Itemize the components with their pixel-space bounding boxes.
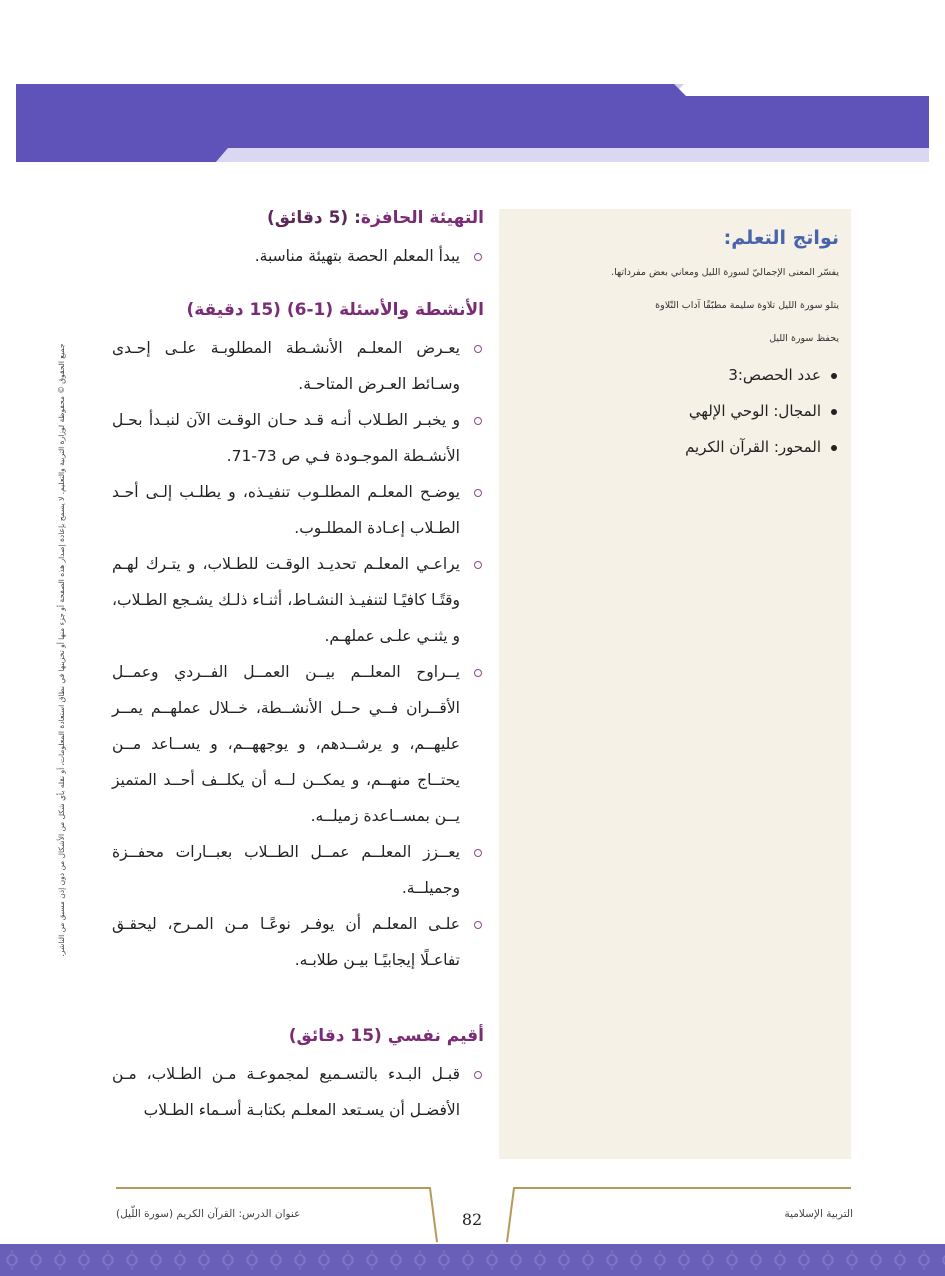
self-evaluation-list <box>112 1056 484 1128</box>
circle-bullet-icon <box>474 345 482 353</box>
list-item: و يخبـر الطـلاب أنـه قـد حـان الوقـت الآن لنبـدأ بحـل الأنشـطة الموجـودة فـي ص 73-71. <box>112 402 484 474</box>
list-item: علـى المعلـم أن يوفـر نوعًـا مـن المـرح، ليحقـق تفاعـلًا إيجابيًـا بيـن طلابـه. <box>112 906 484 978</box>
info-item: عدد الحصص:3 <box>509 366 839 384</box>
outcome-1: يفسّر المعنى الإجماليّ لسورة الليل ومعاني بعض مفرداتها. <box>611 267 839 278</box>
circle-bullet-icon <box>474 417 482 425</box>
main-content <box>112 204 484 1128</box>
bullet-dot-icon <box>831 445 837 451</box>
lesson-title-footer: عنوان الدرس: القرآن الكريم (سورة اللّيل) <box>116 1208 301 1220</box>
page-number: 82 <box>461 1210 483 1229</box>
info-item: المجال: الوحي الإلهي <box>509 402 839 420</box>
list-item: يبدأ المعلم الحصة بتهيئة مناسبة. <box>112 238 484 274</box>
circle-bullet-icon <box>474 253 482 261</box>
subject-footer: التربية الإسلامية <box>784 1208 853 1220</box>
circle-bullet-icon <box>474 561 482 569</box>
bullet-dot-icon <box>831 373 837 379</box>
circle-bullet-icon <box>474 669 482 677</box>
circle-bullet-icon <box>474 849 482 857</box>
self-evaluation-title: أقيم نفسي (15 دقائق) <box>288 1026 484 1046</box>
list-item: يوضـح المعلـم المطلـوب تنفيـذه، و يطلـب إلـى أحـد الطـلاب إعـادة المطلـوب. <box>112 474 484 546</box>
circle-bullet-icon <box>474 489 482 497</box>
outcome-2: يتلو سورة الليل تلاوة سليمة مطبّقًا آداب التّلاوة <box>655 300 839 311</box>
copyright-note: جميع الحقوق © محفوظة لوزارة التربية والتعليم. لا يسمح بإعادة إصدار هذه الصفحة أو جزء منها أو تخزينها في نطاق استعادة المعلومات، أو نقله بأي شكل من الأشكال من دون إذن مسبق من الناشر. <box>57 343 66 957</box>
warmup-list <box>112 238 484 274</box>
list-item: يعــزز المعلــم عمــل الطــلاب بعبــارات محفــزة وجميلــة. <box>112 834 484 906</box>
circle-bullet-icon <box>474 921 482 929</box>
learning-outcomes-panel <box>499 209 851 1159</box>
list-item: يــراوح المعلــم بيــن العمــل الفــردي وعمــل الأقــران فــي حــل الأنشــطة، خــلال عملهــم يمــر عليهــم، و يرشــدهم، و يوجههــم، و يســاعد مــن يحتــاج منهــم، و يمكــن لــه أن يكلــف أحــد المتميز يــن بمســاعدة زميلــه. <box>112 654 484 834</box>
activities-title: الأنشطة والأسئلة (1-6) (15 دقيقة) <box>186 300 484 320</box>
bottom-pattern-strip <box>0 1244 945 1276</box>
activities-list <box>112 330 484 978</box>
list-item: قبـل البـدء بالتسـميع لمجموعـة مـن الطـلاب، مـن الأفضـل أن يسـتعد المعلـم بكتابـة أسـماء الطـلاب <box>112 1056 484 1128</box>
warmup-title: التهيئة الحافزة: (5 دقائق) <box>266 208 484 228</box>
header-banner <box>0 0 945 175</box>
header-notch <box>216 148 929 162</box>
learning-outcomes-title: نواتج التعلم: <box>723 227 839 249</box>
bullet-dot-icon <box>831 409 837 415</box>
lesson-info-list <box>509 366 839 456</box>
circle-bullet-icon <box>474 1071 482 1079</box>
list-item: يراعـي المعلـم تحديـد الوقـت للطـلاب، و يتـرك لهـم وقتًـا كافيًـا لتنفيـذ النشـاط، أثنـاء ذلـك يشـجع الطـلاب، و يثنـي علـى عملهـم. <box>112 546 484 654</box>
outcome-3: يحفظ سورة الليل <box>769 333 839 344</box>
info-item: المحور: القرآن الكريم <box>509 438 839 456</box>
list-item: يعـرض المعلـم الأنشـطة المطلوبـة علـى إحـدى وسـائط العـرض المتاحـة. <box>112 330 484 402</box>
